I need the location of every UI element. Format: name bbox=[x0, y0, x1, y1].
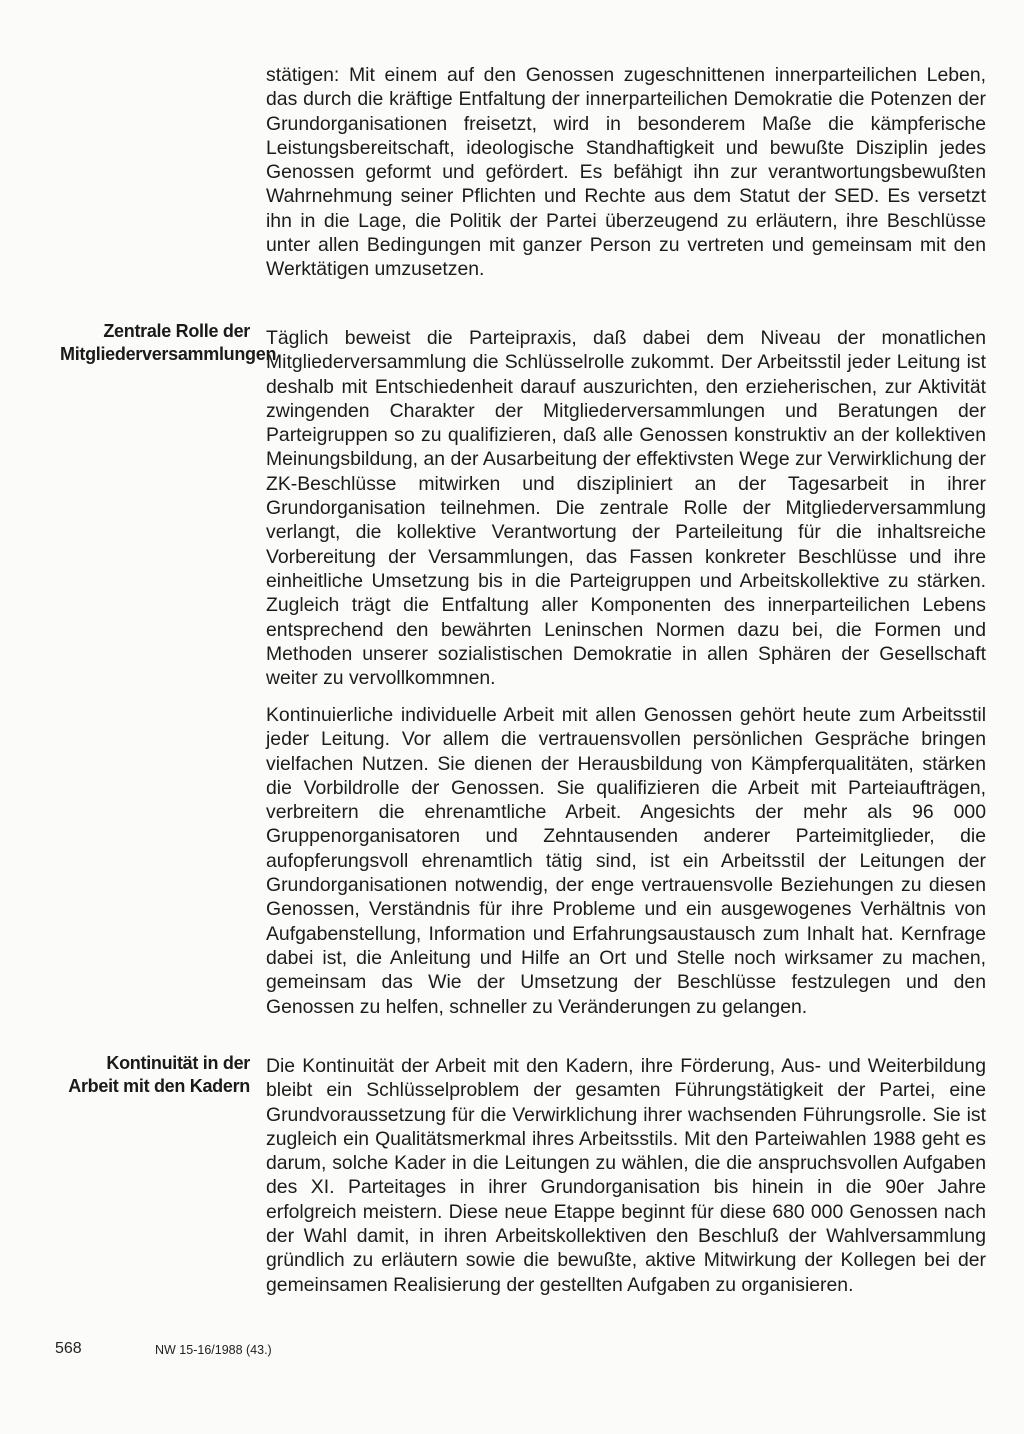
paragraph-mitgliederversammlung: Täglich beweist die Parteipraxis, daß dabei dem Niveau der monatlichen Mitgliederversammlung die Schlüsselrolle zukommt. Der Arbeitsstil jeder Leitung ist deshalb mit Entschiedenheit darauf auszurichten, den erzieherischen, zur Aktivität zwingenden Charakter der Mitgliederversammlungen und Beratungen der Parteigruppen so zu qualifizieren, daß alle Genossen konstruktiv an der kollektiven Meinungsbildung, an der Ausarbeitung der effektivsten Wege zur Verwirklichung der ZK-Beschlüsse mitwirken und diszipliniert an der Tagesarbeit in ihrer Grundorganisation teilnehmen. Die zentrale Rolle der Mitgliederversammlung verlangt, die kollektive Verantwortung der Parteileitung für die inhaltsreiche Vorbereitung der Versammlungen, das Fassen konkreter Beschlüsse und ihre einheitliche Umsetzung bis in die Parteigruppen und Arbeitskollektive zu stärken. Zugleich trägt die Entfaltung aller Komponenten des innerparteilichen Lebens entsprechend den bewährten Leninschen Normen dazu bei, die Formen und Methoden unserer sozialistischen Demokratie in allen Sphären der Gesellschaft weiter zu vervollkommnen. bbox=[266, 327, 986, 690]
margin-note-zentrale-rolle: Zentrale Rolle der Mitgliederversammlungen bbox=[60, 321, 277, 364]
page-number: 568 bbox=[55, 1340, 82, 1357]
paragraph-intro: stätigen: Mit einem auf den Genossen zugeschnittenen innerparteilichen Leben, das durch die kräftige Entfaltung der innerparteilichen Demokratie die Potenzen der Grundorganisationen freisetzt, wird in besonderem Maße die kämpferische Leistungsbereitschaft, ideologische Standhaftigkeit und bewußte Disziplin jedes Genossen geformt und gefördert. Es befähigt ihn zur verantwortungsbewußten Wahrnehmung seiner Pflichten und Rechte aus dem Statut der SED. Es versetzt ihn in die Lage, die Politik der Partei überzeugend zu erläutern, ihre Beschlüsse unter allen Bedingungen mit ganzer Person zu vertreten und gemeinsam mit den Werktätigen umzusetzen. bbox=[266, 64, 986, 281]
paragraph-individuelle-arbeit: Kontinuierliche individuelle Arbeit mit allen Genossen gehört heute zum Arbeitsstil jeder Leitung. Vor allem die vertrauensvollen persönlichen Gespräche bringen vielfachen Nutzen. Sie dienen der Herausbildung von Kämpferqualitäten, stärken die Vorbildrolle der Genossen. Sie qualifizieren die Arbeit mit Parteiaufträgen, verbreitern die ehrenamtliche Arbeit. Angesichts der mehr als 96 000 Gruppenorganisatoren und Zehntausenden anderer Parteimitglieder, die aufopferungsvoll ehrenamtlich tätig sind, ist ein Arbeitsstil der Leitungen der Grundorganisationen notwendig, der enge vertrauensvolle Beziehungen zu diesen Genossen, Verständnis für ihre Probleme und ein ausgewogenes Verhältnis von Aufgabenstellung, Information und Erfahrungsaustausch zum Inhalt hat. Kernfrage dabei ist, die Anleitung und Hilfe an Ort und Stelle noch wirksamer zu machen, gemeinsam das Wie der Umsetzung der Beschlüsse festzulegen und den Genossen zu helfen, schneller zu Veränderungen zu gelangen. bbox=[266, 704, 986, 1018]
issue-reference: NW 15-16/1988 (43.) bbox=[155, 1343, 272, 1357]
paragraph-kaderarbeit: Die Kontinuität der Arbeit mit den Kadern, ihre Förderung, Aus- und Weiterbildung bleibt ein Schlüsselproblem der gesamten Führungstätigkeit der Partei, eine Grundvoraussetzung für die Verwirklichung ihrer wachsenden Führungsrolle. Sie ist zugleich ein Qualitätsmerkmal ihres Arbeitsstils. Mit den Parteiwahlen 1988 geht es darum, solche Kader in die Leitungen zu wählen, die die anspruchsvollen Aufgaben des XI. Parteitages in ihrer Grundorganisation bis hinein in die 90er Jahre erfolgreich meistern. Diese neue Etappe beginnt für diese 680 000 Genossen nach der Wahl damit, in ihren Arbeitskollektiven den Beschluß der Wahlversammlung gründlich zu erläutern sowie die bewußte, aktive Mitwirkung der Kollegen bei der gemeinsamen Realisierung der gestellten Aufgaben zu organisieren. bbox=[266, 1055, 986, 1296]
margin-note-kontinuitaet: Kontinuität in der Arbeit mit den Kadern bbox=[68, 1053, 250, 1096]
